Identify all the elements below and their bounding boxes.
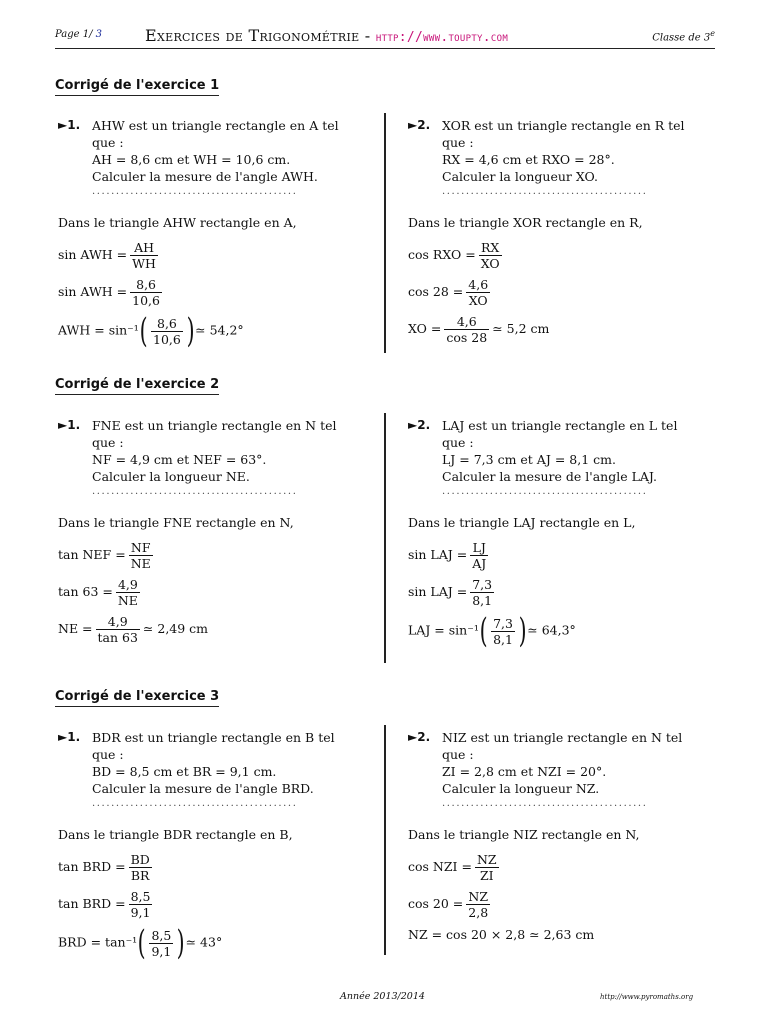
fraction-numerator: 8,5 xyxy=(130,889,151,904)
left-paren: ( xyxy=(139,311,148,351)
fraction-numerator: RX xyxy=(479,240,502,256)
solution xyxy=(58,514,348,645)
exercise-2-part-1 xyxy=(58,417,348,651)
footer-site: http://www.pyromaths.org xyxy=(600,993,694,1001)
equation-lhs: BRD = tan⁻¹ xyxy=(58,934,138,950)
solution-intro: Dans le triangle XOR rectangle en R, xyxy=(408,215,643,230)
solution xyxy=(58,214,348,351)
statement-line: BDR est un triangle rectangle en B tel que : xyxy=(92,730,335,762)
equation-rhs: ≃ 2,49 cm xyxy=(142,621,209,636)
answer-dots: ........................................... xyxy=(442,486,648,497)
fraction-denominator: WH xyxy=(132,256,156,271)
equation-lhs: LAJ = sin⁻¹ xyxy=(408,622,479,638)
fraction-numerator: NF xyxy=(129,540,153,556)
equation-lhs: sin LAJ = xyxy=(408,547,468,562)
class-label: Classe de 3e xyxy=(652,29,715,44)
column-divider-2 xyxy=(384,413,386,663)
equation-line xyxy=(58,240,348,271)
exercise-statement xyxy=(408,729,698,797)
statement-line: XOR est un triangle rectangle en R tel que : xyxy=(442,118,685,150)
left-paren: ( xyxy=(137,923,146,963)
equation-line xyxy=(408,852,698,883)
answer-dots: ........................................... xyxy=(92,186,298,197)
fraction-numerator: 4,9 xyxy=(116,577,140,593)
fraction-numerator: 4,6 xyxy=(468,277,489,292)
exercise-3-part-1 xyxy=(58,729,348,966)
statement-line: AHW est un triangle rectangle en A tel que : xyxy=(92,118,339,150)
equation-line xyxy=(58,852,348,883)
solution-intro: Dans le triangle NIZ rectangle en N, xyxy=(408,827,640,842)
answer-dots: ........................................... xyxy=(442,186,648,197)
exercise-number: ►1. xyxy=(58,730,81,744)
exercise-statement xyxy=(58,729,348,797)
statement-line: AH = 8,6 cm et WH = 10,6 cm. xyxy=(92,152,291,167)
equation-rhs: ≃ 5,2 cm xyxy=(492,321,550,336)
equation-text: NZ = cos 20 × 2,8 ≃ 2,63 cm xyxy=(408,927,595,942)
equation-line xyxy=(408,540,698,571)
fraction-denominator: tan 63 xyxy=(97,630,138,645)
statement-line: Calculer la mesure de l'angle LAJ. xyxy=(442,469,657,484)
fraction-denominator: NE xyxy=(117,593,138,608)
fraction-denominator: 8,1 xyxy=(472,593,493,608)
section-title-3: Corrigé de l'exercice 3 xyxy=(55,689,219,707)
statement-line: NF = 4,9 cm et NEF = 63°. xyxy=(92,452,267,467)
fraction-numerator: 8,5 xyxy=(151,927,172,943)
equation-lhs: NE = xyxy=(58,621,93,636)
equation-line xyxy=(408,889,698,920)
fraction-denominator: 8,1 xyxy=(493,631,513,647)
statement-line: Calculer la longueur NZ. xyxy=(442,781,600,796)
fraction xyxy=(129,889,153,920)
fraction-denominator: 10,6 xyxy=(153,331,181,347)
fraction-denominator: 10,6 xyxy=(132,293,160,308)
equation-lhs: sin LAJ = xyxy=(408,584,468,599)
exercise-1-part-1 xyxy=(58,117,348,354)
answer-dots: ........................................... xyxy=(442,798,648,809)
statement-line: FNE est un triangle rectangle en N tel que : xyxy=(92,418,337,450)
fraction xyxy=(475,852,499,883)
fraction xyxy=(129,852,152,883)
fraction xyxy=(470,577,494,608)
fraction xyxy=(96,614,140,645)
equation-line xyxy=(58,923,348,963)
statement-line: Calculer la longueur XO. xyxy=(442,169,599,184)
equation-lhs: tan NEF = xyxy=(58,547,126,562)
exercise-2-part-2 xyxy=(408,417,698,654)
fraction-denominator: NE xyxy=(130,556,151,571)
fraction-denominator: XO xyxy=(480,256,500,271)
statement-line: Calculer la mesure de l'angle AWH. xyxy=(92,169,318,184)
statement-line: Calculer la longueur NE. xyxy=(92,469,250,484)
solution-intro: Dans le triangle BDR rectangle en B, xyxy=(58,827,293,842)
equation-lhs: sin AWH = xyxy=(58,284,128,299)
equation-lhs: XO = xyxy=(408,321,442,336)
fraction xyxy=(470,540,488,571)
exercise-statement xyxy=(408,117,698,185)
fraction xyxy=(129,540,153,571)
equation-lhs: AWH = sin⁻¹ xyxy=(58,322,139,338)
fraction-numerator: AH xyxy=(130,240,158,256)
fraction-numerator: NZ xyxy=(466,889,490,905)
fraction-denominator: AJ xyxy=(472,556,487,571)
fraction xyxy=(466,889,490,920)
equation-line xyxy=(58,277,348,308)
fraction xyxy=(491,616,515,647)
statement-line: LAJ est un triangle rectangle en L tel que : xyxy=(442,418,678,450)
right-paren: ) xyxy=(518,611,527,651)
exercise-number: ►1. xyxy=(58,418,81,432)
fraction-numerator: 4,6 xyxy=(444,314,489,330)
fraction xyxy=(479,240,502,271)
equation-line xyxy=(408,240,698,271)
equation-lhs: sin AWH = xyxy=(58,247,128,262)
statement-line: ZI = 2,8 cm et NZI = 20°. xyxy=(442,764,607,779)
solution xyxy=(408,514,698,651)
equation-lhs: cos RXO = xyxy=(408,247,476,262)
fraction xyxy=(149,928,173,959)
equation-rhs: ≃ 54,2° xyxy=(195,322,244,338)
statement-line: BD = 8,5 cm et BR = 9,1 cm. xyxy=(92,764,277,779)
fraction-numerator: 7,3 xyxy=(493,615,513,631)
solution-intro: Dans le triangle FNE rectangle en N, xyxy=(58,515,294,530)
fraction-numerator: LJ xyxy=(470,540,488,556)
section-title-2: Corrigé de l'exercice 2 xyxy=(55,377,219,395)
page-number: Page 1/ 3 xyxy=(55,29,103,40)
exercise-statement xyxy=(58,417,348,485)
column-divider-1 xyxy=(384,113,386,353)
exercise-number: ►2. xyxy=(408,730,431,744)
equation-lhs: tan BRD = xyxy=(58,859,126,874)
equation-line xyxy=(408,277,698,308)
solution xyxy=(408,826,698,946)
section-title-1: Corrigé de l'exercice 1 xyxy=(55,78,219,96)
fraction xyxy=(130,240,158,271)
equation-line xyxy=(408,926,698,946)
fraction-denominator: cos 28 xyxy=(446,330,488,345)
equation-line xyxy=(58,540,348,571)
exercise-number: ►2. xyxy=(408,418,431,432)
equation-lhs: tan 63 = xyxy=(58,584,113,599)
fraction-denominator: XO xyxy=(468,293,488,308)
equation-rhs: ≃ 64,3° xyxy=(527,622,576,638)
statement-line: Calculer la mesure de l'angle BRD. xyxy=(92,781,314,796)
header-rule xyxy=(55,48,715,49)
exercise-3-part-2 xyxy=(408,729,698,952)
document-title: Exercices de Trigonométrie - http://www.toupty.com xyxy=(145,26,509,45)
exercise-statement xyxy=(408,417,698,485)
fraction-denominator: 9,1 xyxy=(130,905,151,920)
fraction-numerator: 8,6 xyxy=(151,316,183,332)
exercise-statement xyxy=(58,117,348,185)
column-divider-3 xyxy=(384,725,386,955)
left-paren: ( xyxy=(479,611,488,651)
fraction xyxy=(130,277,162,308)
exercise-number: ►1. xyxy=(58,118,81,132)
solution-intro: Dans le triangle AHW rectangle en A, xyxy=(58,215,297,230)
right-paren: ) xyxy=(186,311,195,351)
equation-lhs: cos 28 = xyxy=(408,284,464,299)
fraction-denominator: 2,8 xyxy=(468,905,489,920)
equation-line xyxy=(58,889,348,920)
statement-line: LJ = 7,3 cm et AJ = 8,1 cm. xyxy=(442,452,616,467)
site-link[interactable]: http://www.toupty.com xyxy=(375,30,509,45)
page-header xyxy=(55,26,715,48)
solution xyxy=(58,826,348,963)
fraction-denominator: ZI xyxy=(479,868,494,883)
solution-intro: Dans le triangle LAJ rectangle en L, xyxy=(408,515,636,530)
statement-line: RX = 4,6 cm et RXO = 28°. xyxy=(442,152,615,167)
fraction-numerator: 4,9 xyxy=(96,614,140,630)
equation-line xyxy=(58,577,348,608)
solution xyxy=(408,214,698,345)
statement-line: NIZ est un triangle rectangle en N tel que : xyxy=(442,730,683,762)
footer-year: Année 2013/2014 xyxy=(340,991,425,1002)
exercise-1-part-2 xyxy=(408,117,698,351)
fraction xyxy=(116,577,140,608)
fraction-numerator: 8,6 xyxy=(130,277,162,293)
equation-line xyxy=(408,611,698,651)
fraction-denominator: 9,1 xyxy=(151,943,172,959)
fraction-numerator: NZ xyxy=(476,852,497,867)
right-paren: ) xyxy=(176,923,185,963)
exercise-number: ►2. xyxy=(408,118,431,132)
fraction xyxy=(151,316,183,347)
fraction-numerator: 7,3 xyxy=(472,577,493,592)
fraction-denominator: BR xyxy=(130,868,150,883)
equation-lhs: cos 20 = xyxy=(408,896,464,911)
fraction xyxy=(466,277,490,308)
equation-line xyxy=(408,314,698,345)
equation-lhs: tan BRD = xyxy=(58,896,126,911)
answer-dots: ........................................... xyxy=(92,798,298,809)
equation-lhs: cos NZI = xyxy=(408,859,472,874)
equation-line xyxy=(408,577,698,608)
fraction xyxy=(444,314,489,345)
equation-line xyxy=(58,311,348,351)
equation-line xyxy=(58,614,348,645)
answer-dots: ........................................... xyxy=(92,486,298,497)
equation-rhs: ≃ 43° xyxy=(185,934,223,950)
fraction-numerator: BD xyxy=(130,852,150,867)
